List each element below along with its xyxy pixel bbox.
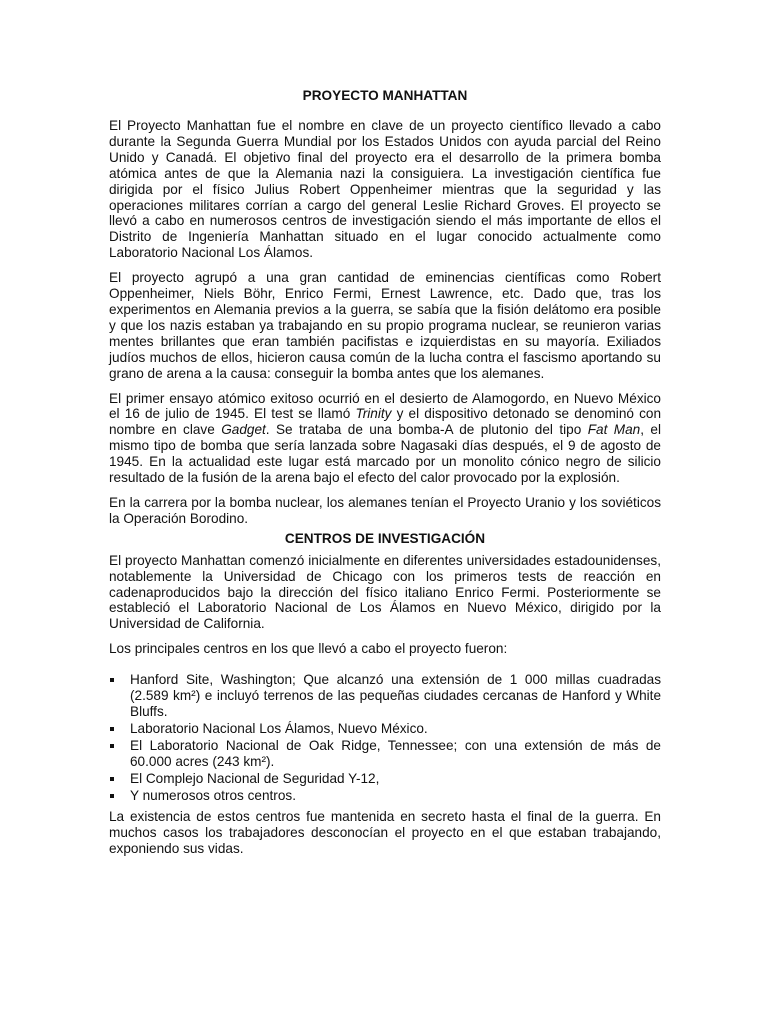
- text-run: y el dispositivo detonado se denominó con nombre en clave: [109, 406, 662, 438]
- gadget-name: Gadget: [221, 422, 266, 438]
- document-body: [109, 88, 661, 866]
- document-title: PROYECTO MANHATTAN: [302, 88, 468, 103]
- list-item: [109, 672, 661, 720]
- text-run: . Se trataba de una bomba-A de plutonio del tipo: [265, 422, 588, 438]
- list-item: [109, 721, 661, 737]
- paragraph-intro: El Proyecto Manhattan fue el nombre en clave de un proyecto científico llevado a cabo durante la Segunda Guerra Mundial por los Estados Unidos con ayuda parcial del Reino Unido y Canadá. El objetivo final del proyecto era el desarrollo de la primera bomba atómica antes de que la Alemania nazi la consiguiera. La investigación científica fue dirigida por el físico Julius Robert Oppenheimer mientras que la seguridad y las operaciones militares corrían a cargo del general Leslie Richard Groves. El proyecto se llevó a cabo en numerosos centros de investigación siendo el más importante de ellos el Distrito de Ingeniería Manhattan situado en el lugar conocido actualmente como Laboratorio Nacional Los Álamos.: [109, 118, 661, 261]
- paragraph-centros-intro: El proyecto Manhattan comenzó inicialmente en diferentes universidades estadounidenses, notablemente la Universidad de Chicago con los primeros tests de reacción en cadenaproducidos bajo la dirección del físico italiano Enrico Fermi. Posteriormente se estableció el Laboratorio Nacional de Los Álamos en Nuevo México, dirigido por la Universidad de California.: [109, 552, 661, 632]
- fat-man-name: Fat Man: [587, 422, 641, 438]
- paragraph-first-test: [109, 391, 661, 486]
- list-item: [109, 738, 661, 770]
- list-item: [109, 788, 661, 804]
- text-run: El primer ensayo atómico exitoso ocurrió en el desierto de Alamogordo, en Nuevo México el 16 de julio de 1945. El test se llamó: [109, 390, 661, 422]
- list-item-text: Hanford Site, Washington; Que alcanzó una extensión de 1 000 millas cuadradas (2.589 km²) e incluyó terrenos de las pequeñas ciudades cercanas de Hanford y White Bluffs.: [130, 672, 661, 719]
- paragraph-secrecy: La existencia de estos centros fue mantenida en secreto hasta el final de la guerra. En muchos casos los trabajadores desconocían el proyecto en el que estaban trabajando, exponiendo sus vidas.: [109, 809, 661, 857]
- bullet-icon: [110, 744, 114, 748]
- bullet-icon: [110, 794, 114, 798]
- paragraph-race: En la carrera por la bomba nuclear, los alemanes tenían el Proyecto Uranio y los soviéticos la Operación Borodino.: [109, 494, 661, 526]
- list-item-text: El Laboratorio Nacional de Oak Ridge, Tennessee; con una extensión de más de 60.000 acres (243 km²).: [130, 737, 661, 769]
- text-run: , el mismo tipo de bomba que sería lanzada sobre Nagasaki días después, el 9 de agosto de 1945. En la actualidad este lugar está marcado por un monolito cónico negro de silicio resultado de la fusión de la arena bajo el efecto del calor provocado por la explosión.: [109, 422, 661, 486]
- list-item-text: Y numerosos otros centros.: [130, 787, 296, 803]
- section-heading-centros: CENTROS DE INVESTIGACIÓN: [284, 530, 486, 546]
- bullet-icon: [110, 777, 114, 781]
- list-item-text: El Complejo Nacional de Seguridad Y-12,: [130, 770, 380, 786]
- bullet-icon: [110, 727, 114, 731]
- trinity-name: Trinity: [355, 406, 392, 422]
- list-item: [109, 771, 661, 787]
- bullet-icon: [110, 678, 114, 682]
- paragraph-scientists: El proyecto agrupó a una gran cantidad de eminencias científicas como Robert Oppenheimer, Niels Böhr, Enrico Fermi, Ernest Lawrence, etc. Dado que, tras los experimentos en Alemania previos a la guerra, se sabía que la fisión delátomo era posible y que los nazis estaban ya trabajando en su propio programa nuclear, se reunieron varias mentes brillantes que eran también pacifistas e izquierdistas en su mayoría. Exiliados judíos muchos de ellos, hicieron causa común de la lucha contra el fascismo aportando su grano de arena a la causa: conseguir la bomba antes que los alemanes.: [109, 270, 661, 381]
- list-item-text: Laboratorio Nacional Los Álamos, Nuevo México.: [130, 720, 428, 736]
- centros-list: [109, 672, 661, 803]
- paragraph-centros-list-intro: Los principales centros en los que llevó a cabo el proyecto fueron:: [109, 641, 508, 657]
